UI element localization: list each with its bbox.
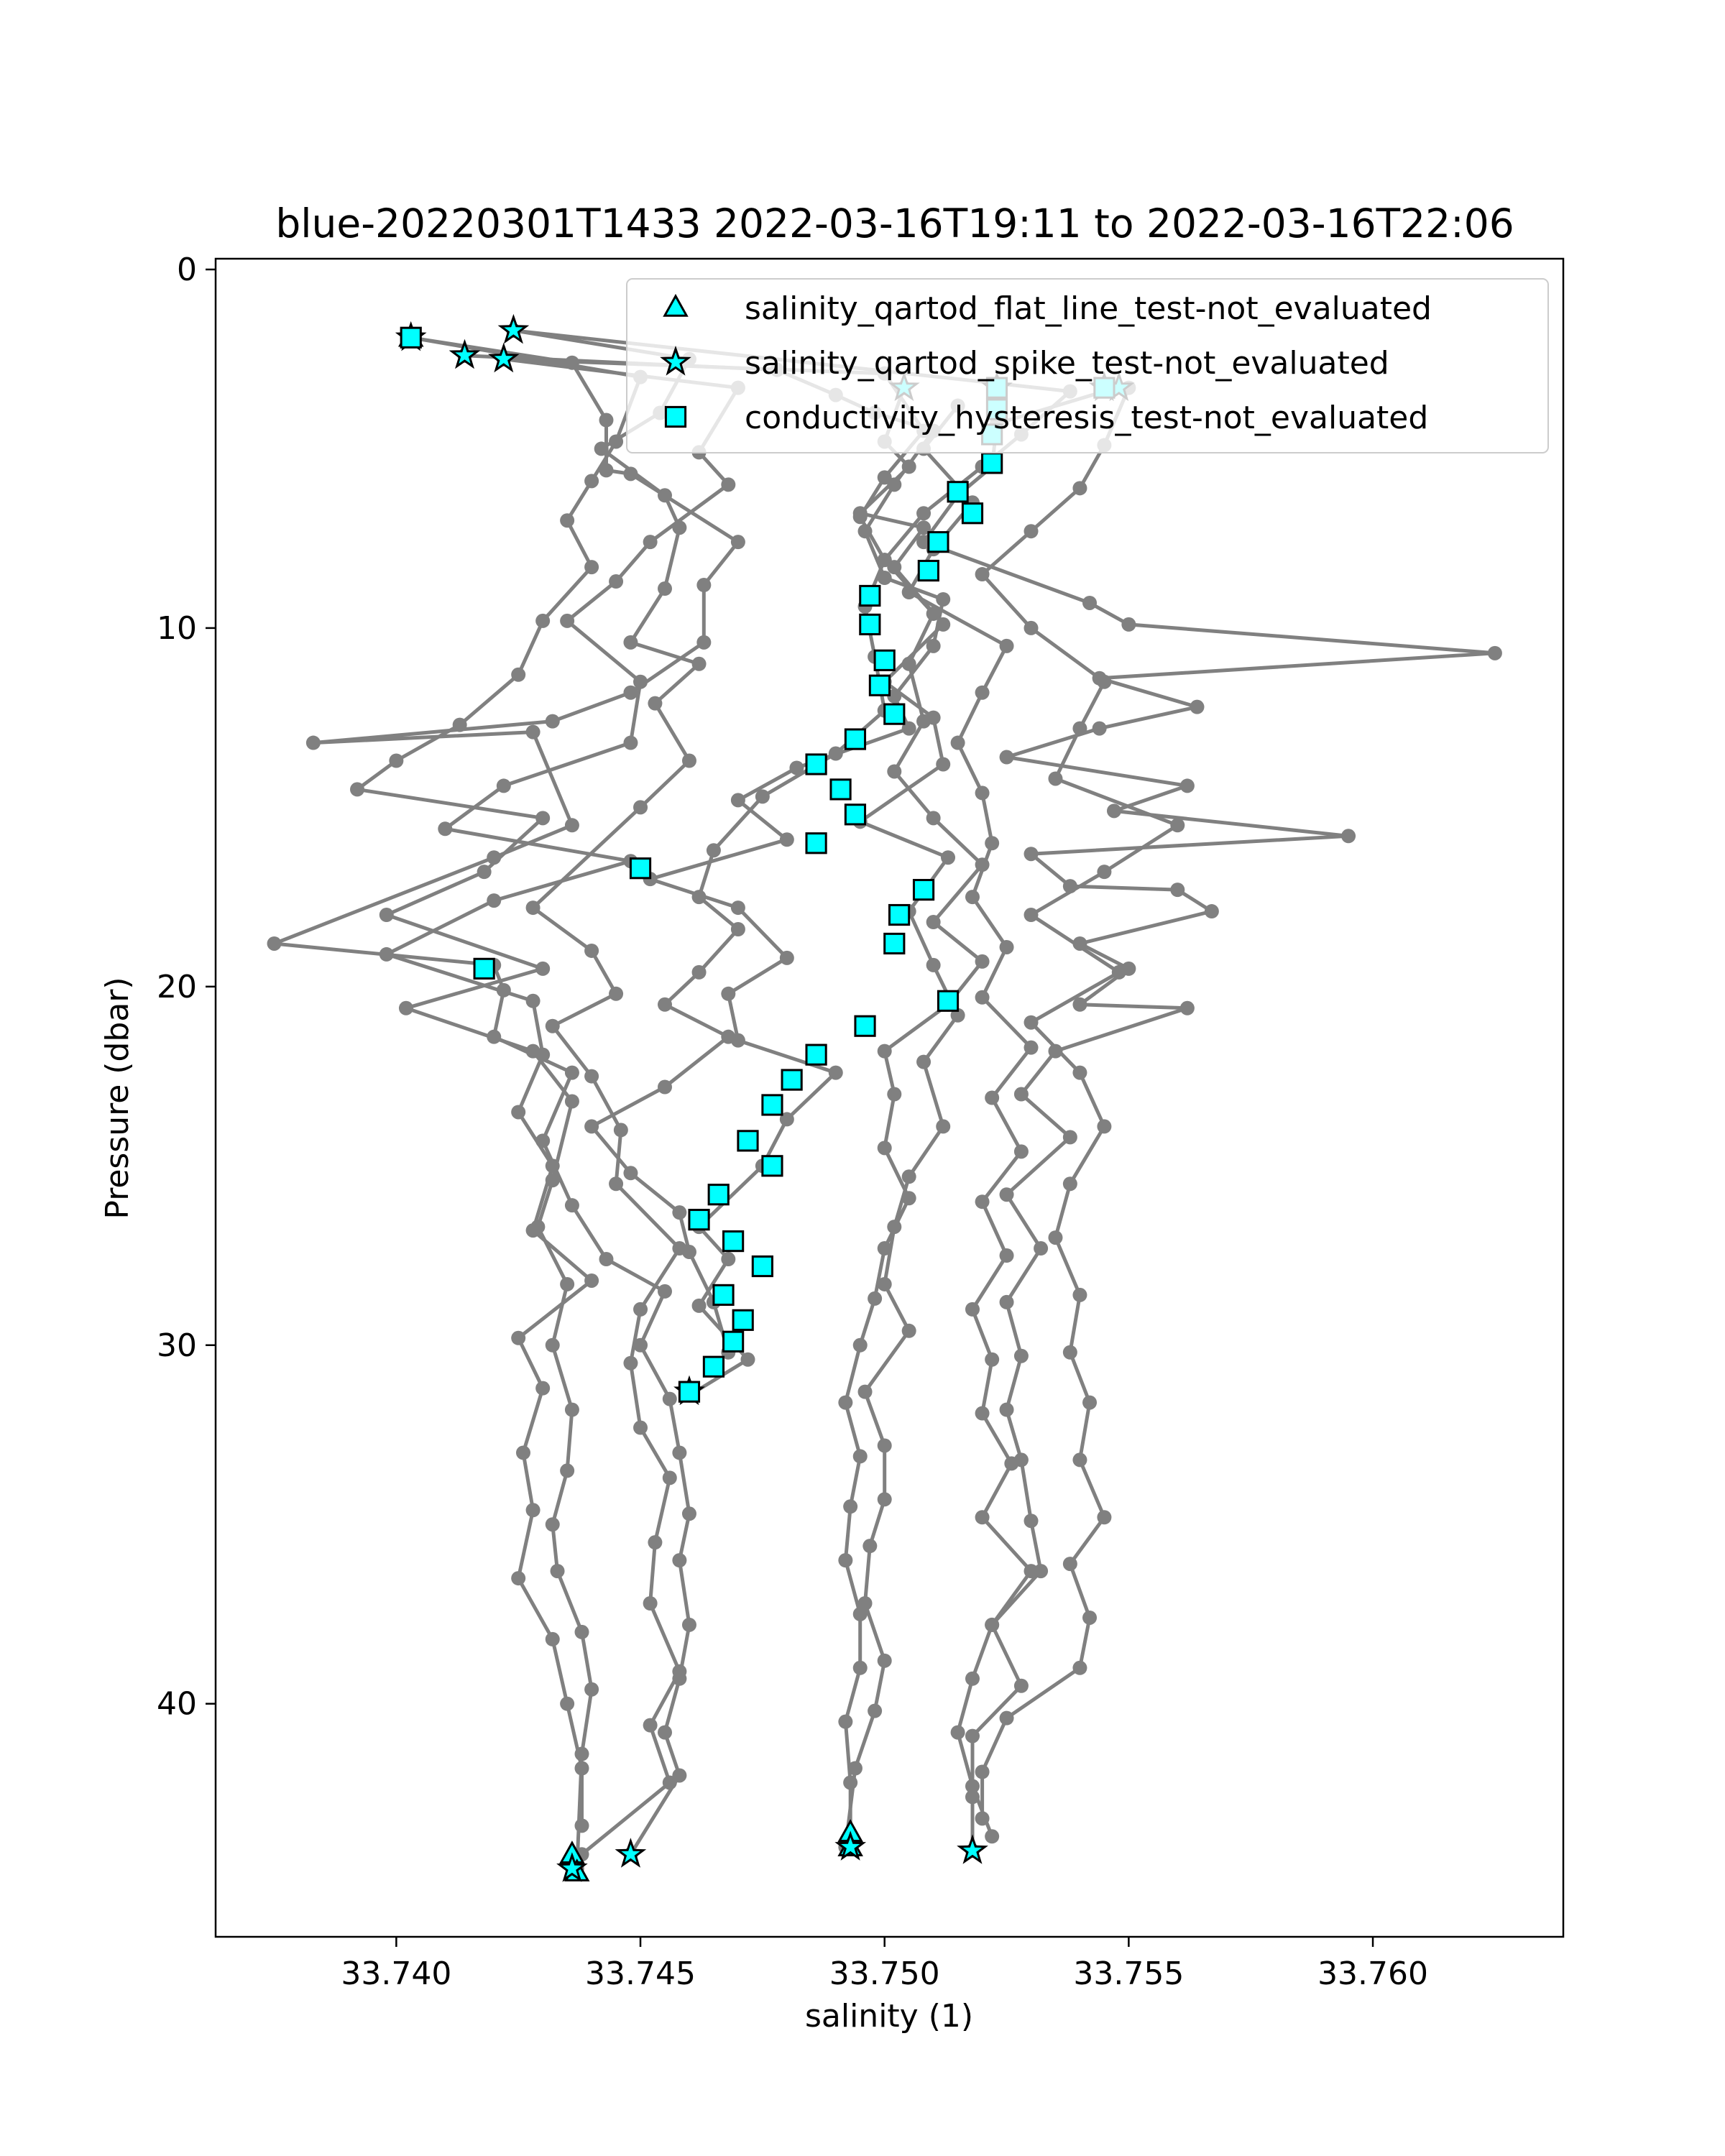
square-marker (738, 1131, 758, 1151)
square-marker (870, 676, 889, 695)
profile-point (1072, 1452, 1087, 1467)
profile-point (916, 1055, 931, 1069)
profile-point (614, 1123, 628, 1137)
profile-point (858, 1596, 873, 1611)
profile-point (916, 506, 931, 520)
profile-point (926, 915, 941, 929)
chart-title: blue-20220301T1433 2022-03-16T19:11 to 2022-03-16T22:06 (275, 201, 1514, 247)
profile-point (780, 951, 794, 965)
square-marker (724, 1231, 743, 1250)
profile-point (975, 786, 990, 800)
profile-point (965, 890, 980, 904)
square-marker (914, 880, 933, 900)
profile-point (633, 1302, 648, 1317)
profile-point (658, 1080, 672, 1095)
profile-point (965, 1672, 980, 1686)
profile-point (535, 962, 550, 976)
profile-point (1082, 1396, 1097, 1410)
profile-point (1063, 1557, 1077, 1571)
profile-point (838, 1553, 852, 1567)
profile-point (692, 1299, 707, 1313)
square-marker (733, 1310, 753, 1330)
profile-point (853, 1338, 868, 1353)
profile-point (936, 617, 950, 632)
profile-point (648, 1535, 662, 1549)
x-axis-label: salinity (1) (804, 1998, 974, 2035)
profile-point (672, 1664, 686, 1679)
profile-point (1341, 829, 1356, 843)
square-marker (704, 1357, 723, 1376)
profile-point (1004, 1456, 1018, 1470)
profile-point (975, 686, 990, 700)
profile-point (663, 1775, 677, 1789)
profile-point (1072, 722, 1087, 736)
profile-point (584, 474, 599, 488)
profile-point (389, 754, 403, 768)
square-marker (875, 650, 894, 670)
profile-point (1205, 904, 1219, 918)
profile-point (878, 1438, 892, 1452)
square-marker (689, 1210, 709, 1230)
profile-point (985, 836, 999, 850)
profile-point (692, 965, 707, 980)
profile-point (721, 987, 735, 1001)
profile-point (682, 754, 696, 768)
profile-point (985, 1829, 999, 1843)
profile-point (1063, 1130, 1077, 1144)
legend-square-icon (666, 407, 685, 426)
profile-point (721, 1252, 735, 1266)
profile-point (1048, 771, 1062, 786)
profile-point (1048, 1230, 1062, 1245)
profile-point (829, 747, 843, 761)
profile-point (267, 936, 282, 951)
profile-point (623, 736, 638, 750)
profile-point (623, 1356, 638, 1370)
legend-label: conductivity_hysteresis_test-not_evaluated (745, 400, 1429, 436)
profile-point (633, 800, 648, 814)
profile-point (853, 1661, 868, 1675)
profile-point (878, 1141, 892, 1155)
profile-point (878, 1277, 892, 1291)
profile-point (975, 954, 990, 969)
profile-point (1488, 646, 1502, 660)
profile-point (1092, 722, 1107, 736)
x-tick-label: 33.750 (829, 1955, 940, 1992)
profile-point (902, 1169, 916, 1184)
y-axis-label: Pressure (dbar) (99, 977, 136, 1220)
profile-point (1024, 621, 1039, 635)
profile-point (1024, 847, 1039, 861)
profile-point (887, 560, 901, 574)
profile-point (721, 1030, 735, 1044)
profile-point (1112, 965, 1126, 980)
profile-point (516, 1445, 530, 1460)
profile-point (1000, 639, 1014, 653)
x-tick-label: 33.740 (341, 1955, 452, 1992)
square-marker (806, 834, 826, 853)
profile-point (1180, 1001, 1195, 1015)
profile-point (1000, 1711, 1014, 1726)
profile-point (565, 818, 579, 832)
profile-point (1014, 1144, 1029, 1158)
profile-point (526, 994, 540, 1008)
profile-point (560, 513, 574, 528)
profile-point (878, 1492, 892, 1506)
profile-point (780, 832, 794, 847)
profile-point (1082, 1611, 1097, 1625)
profile-point (1014, 1349, 1029, 1363)
profile-point (985, 1091, 999, 1105)
profile-point (584, 944, 599, 958)
profile-point (975, 567, 990, 581)
profile-point (941, 850, 955, 865)
profile-point (936, 757, 950, 771)
square-marker (763, 1156, 782, 1176)
profile-point (1170, 883, 1184, 897)
square-marker (401, 328, 420, 347)
square-marker (831, 780, 850, 799)
x-tick-label: 33.755 (1073, 1955, 1184, 1992)
profile-point (682, 1618, 696, 1632)
profile-point (1170, 818, 1184, 832)
profile-point (1121, 617, 1136, 632)
profile-point (848, 1761, 862, 1776)
square-marker (962, 504, 982, 523)
square-marker (724, 1332, 743, 1351)
profile-point (1180, 778, 1195, 793)
profile-point (868, 1704, 882, 1718)
profile-point (672, 1553, 686, 1567)
profile-point (965, 1779, 980, 1793)
square-marker (630, 859, 650, 878)
profile-point (975, 1194, 990, 1209)
profile-point (1000, 750, 1014, 765)
profile-point (526, 725, 540, 740)
profile-point (643, 1718, 658, 1733)
profile-point (546, 1338, 560, 1353)
profile-point (546, 1517, 560, 1531)
profile-point (584, 1069, 599, 1084)
profile-point (1097, 865, 1111, 879)
profile-point (535, 811, 550, 825)
square-marker (860, 586, 880, 605)
square-marker (855, 1016, 875, 1036)
profile-point (380, 908, 394, 922)
profile-point (985, 1353, 999, 1367)
y-tick-label: 40 (157, 1685, 197, 1723)
profile-point (453, 718, 467, 732)
profile-point (526, 1223, 540, 1238)
profile-point (546, 714, 560, 729)
profile-point (965, 1729, 980, 1743)
profile-point (594, 441, 609, 456)
square-marker (753, 1256, 772, 1276)
square-marker (806, 1045, 826, 1064)
y-tick-label: 30 (157, 1327, 197, 1364)
y-tick-label: 10 (157, 609, 197, 647)
profile-point (902, 459, 916, 474)
profile-point (829, 1066, 843, 1080)
profile-point (926, 711, 941, 725)
profile-point (696, 635, 711, 650)
profile-point (853, 1449, 868, 1463)
legend (627, 279, 1548, 453)
profile-point (740, 1353, 755, 1367)
profile-point (477, 865, 492, 879)
profile-point (643, 1596, 658, 1611)
y-tick-label: 0 (177, 251, 197, 288)
profile-point (965, 1302, 980, 1317)
profile-point (546, 1632, 560, 1646)
profile-point (707, 843, 721, 857)
profile-point (575, 1625, 589, 1639)
profile-point (1097, 1510, 1111, 1524)
profile-point (1000, 940, 1014, 954)
profile-point (926, 811, 941, 825)
square-marker (474, 959, 494, 978)
profile-point (487, 893, 501, 908)
profile-point (951, 1726, 965, 1740)
profile-point (623, 635, 638, 650)
profile-point (565, 1403, 579, 1417)
square-marker (845, 729, 865, 749)
square-marker (885, 934, 904, 953)
profile-point (1000, 1403, 1014, 1417)
legend-label: salinity_qartod_flat_line_test-not_evaluated (745, 290, 1432, 327)
profile-point (663, 1392, 677, 1406)
square-marker (714, 1285, 733, 1304)
profile-point (878, 1654, 892, 1668)
profile-point (1063, 1176, 1077, 1191)
profile-point (868, 1291, 882, 1306)
profile-point (511, 1331, 525, 1345)
profile-point (551, 1564, 565, 1578)
profile-point (731, 900, 745, 915)
profile-point (1024, 908, 1039, 922)
x-tick-label: 33.745 (585, 1955, 696, 1992)
square-marker (860, 614, 880, 634)
profile-point (1024, 1514, 1039, 1528)
profile-point (1024, 1015, 1039, 1030)
profile-point (682, 1245, 696, 1259)
square-marker (889, 905, 908, 924)
profile-point (658, 581, 672, 596)
profile-point (535, 614, 550, 628)
profile-point (755, 789, 770, 803)
profile-point (546, 1019, 560, 1033)
profile-point (535, 1048, 550, 1062)
profile-point (858, 1385, 873, 1399)
profile-point (696, 578, 711, 592)
profile-point (623, 686, 638, 700)
profile-point (975, 1406, 990, 1421)
profile-point (936, 592, 950, 607)
profile-point (1000, 1187, 1014, 1202)
profile-point (1014, 1087, 1029, 1102)
profile-point (565, 1066, 579, 1080)
profile-point (584, 1119, 599, 1133)
profile-point (936, 1119, 950, 1133)
profile-point (609, 1176, 623, 1191)
profile-point (658, 488, 672, 502)
profile-point (843, 1499, 857, 1514)
profile-point (838, 1715, 852, 1729)
profile-point (609, 574, 623, 589)
profile-point (975, 990, 990, 1005)
profile-point (721, 477, 735, 492)
profile-point (599, 413, 613, 428)
profile-point (731, 793, 745, 807)
profile-point (560, 1277, 574, 1291)
profile-point (887, 764, 901, 778)
square-marker (983, 453, 1002, 473)
profile-point (887, 1220, 901, 1234)
square-marker (782, 1070, 801, 1089)
profile-point (526, 900, 540, 915)
profile-point (380, 947, 394, 962)
profile-point (584, 1682, 599, 1697)
profile-point (878, 1044, 892, 1059)
profile-point (306, 736, 321, 750)
profile-point (951, 736, 965, 750)
profile-point (350, 782, 364, 796)
profile-point (609, 987, 623, 1001)
profile-point (565, 1094, 579, 1108)
y-tick-label: 20 (157, 968, 197, 1005)
profile-point (926, 958, 941, 972)
profile-point (1072, 1066, 1087, 1080)
profile-point (1097, 675, 1111, 689)
profile-point (1107, 803, 1121, 818)
profile-point (1072, 1288, 1087, 1302)
legend-label: salinity_qartod_spike_test-not_evaluated (745, 345, 1389, 382)
profile-point (672, 1445, 686, 1460)
profile-point (682, 1506, 696, 1521)
square-marker (709, 1185, 728, 1204)
profile-point (1082, 596, 1097, 610)
profile-point (985, 1618, 999, 1632)
profile-point (497, 778, 511, 793)
profile-point (902, 585, 916, 599)
profile-point (975, 1510, 990, 1524)
square-marker (929, 533, 948, 552)
profile-point (672, 1205, 686, 1220)
profile-point (633, 675, 648, 689)
profile-point (902, 1324, 916, 1338)
profile-point (658, 998, 672, 1012)
profile-point (658, 1726, 672, 1740)
x-tick-label: 33.760 (1317, 1955, 1429, 1992)
profile-point (975, 1764, 990, 1779)
profile-point (584, 560, 599, 574)
profile-point (438, 821, 452, 836)
profile-point (1034, 1241, 1048, 1256)
profile-point (623, 1166, 638, 1180)
square-marker (919, 561, 938, 580)
profile-point (1072, 1661, 1087, 1675)
profile-point (1072, 481, 1087, 495)
profile-point (526, 1503, 540, 1517)
profile-point (1097, 1119, 1111, 1133)
profile-point (1024, 1041, 1039, 1055)
profile-point (692, 657, 707, 671)
profile-point (575, 1818, 589, 1833)
profile-point (1063, 1345, 1077, 1360)
profile-point (560, 1697, 574, 1711)
profile-point (648, 696, 662, 711)
square-marker (806, 755, 826, 774)
profile-point (692, 890, 707, 904)
profile-point (511, 1105, 525, 1119)
profile-point (511, 668, 525, 682)
profile-point (731, 922, 745, 936)
profile-point (575, 1761, 589, 1776)
square-marker (885, 704, 904, 724)
profile-point (560, 614, 574, 628)
square-marker (845, 805, 865, 824)
profile-point (1014, 1679, 1029, 1693)
profile-point (1190, 700, 1204, 714)
profile-point (565, 1198, 579, 1212)
profile-point (731, 535, 745, 549)
profile-point (511, 1571, 525, 1585)
profile-point (862, 1539, 877, 1553)
square-marker (938, 991, 957, 1010)
profile-point (1000, 1295, 1014, 1309)
profile-point (887, 1087, 901, 1102)
profile-point (878, 470, 892, 484)
profile-point (535, 1381, 550, 1396)
profile-point (663, 1470, 677, 1485)
profile-point (853, 506, 868, 520)
profile-point (399, 1001, 413, 1015)
profile-point (658, 1284, 672, 1299)
square-marker (763, 1095, 782, 1115)
square-marker (679, 1382, 699, 1401)
profile-point (1000, 1248, 1014, 1263)
profile-point (1024, 524, 1039, 538)
profile-point (643, 535, 658, 549)
profile-point (838, 1396, 852, 1410)
profile-point (599, 1252, 613, 1266)
profile-point (546, 1158, 560, 1173)
profile-point (633, 1421, 648, 1435)
profile-point (560, 1463, 574, 1478)
profile-point (584, 1273, 599, 1288)
profile-point (1024, 1564, 1039, 1578)
square-marker (948, 482, 967, 502)
